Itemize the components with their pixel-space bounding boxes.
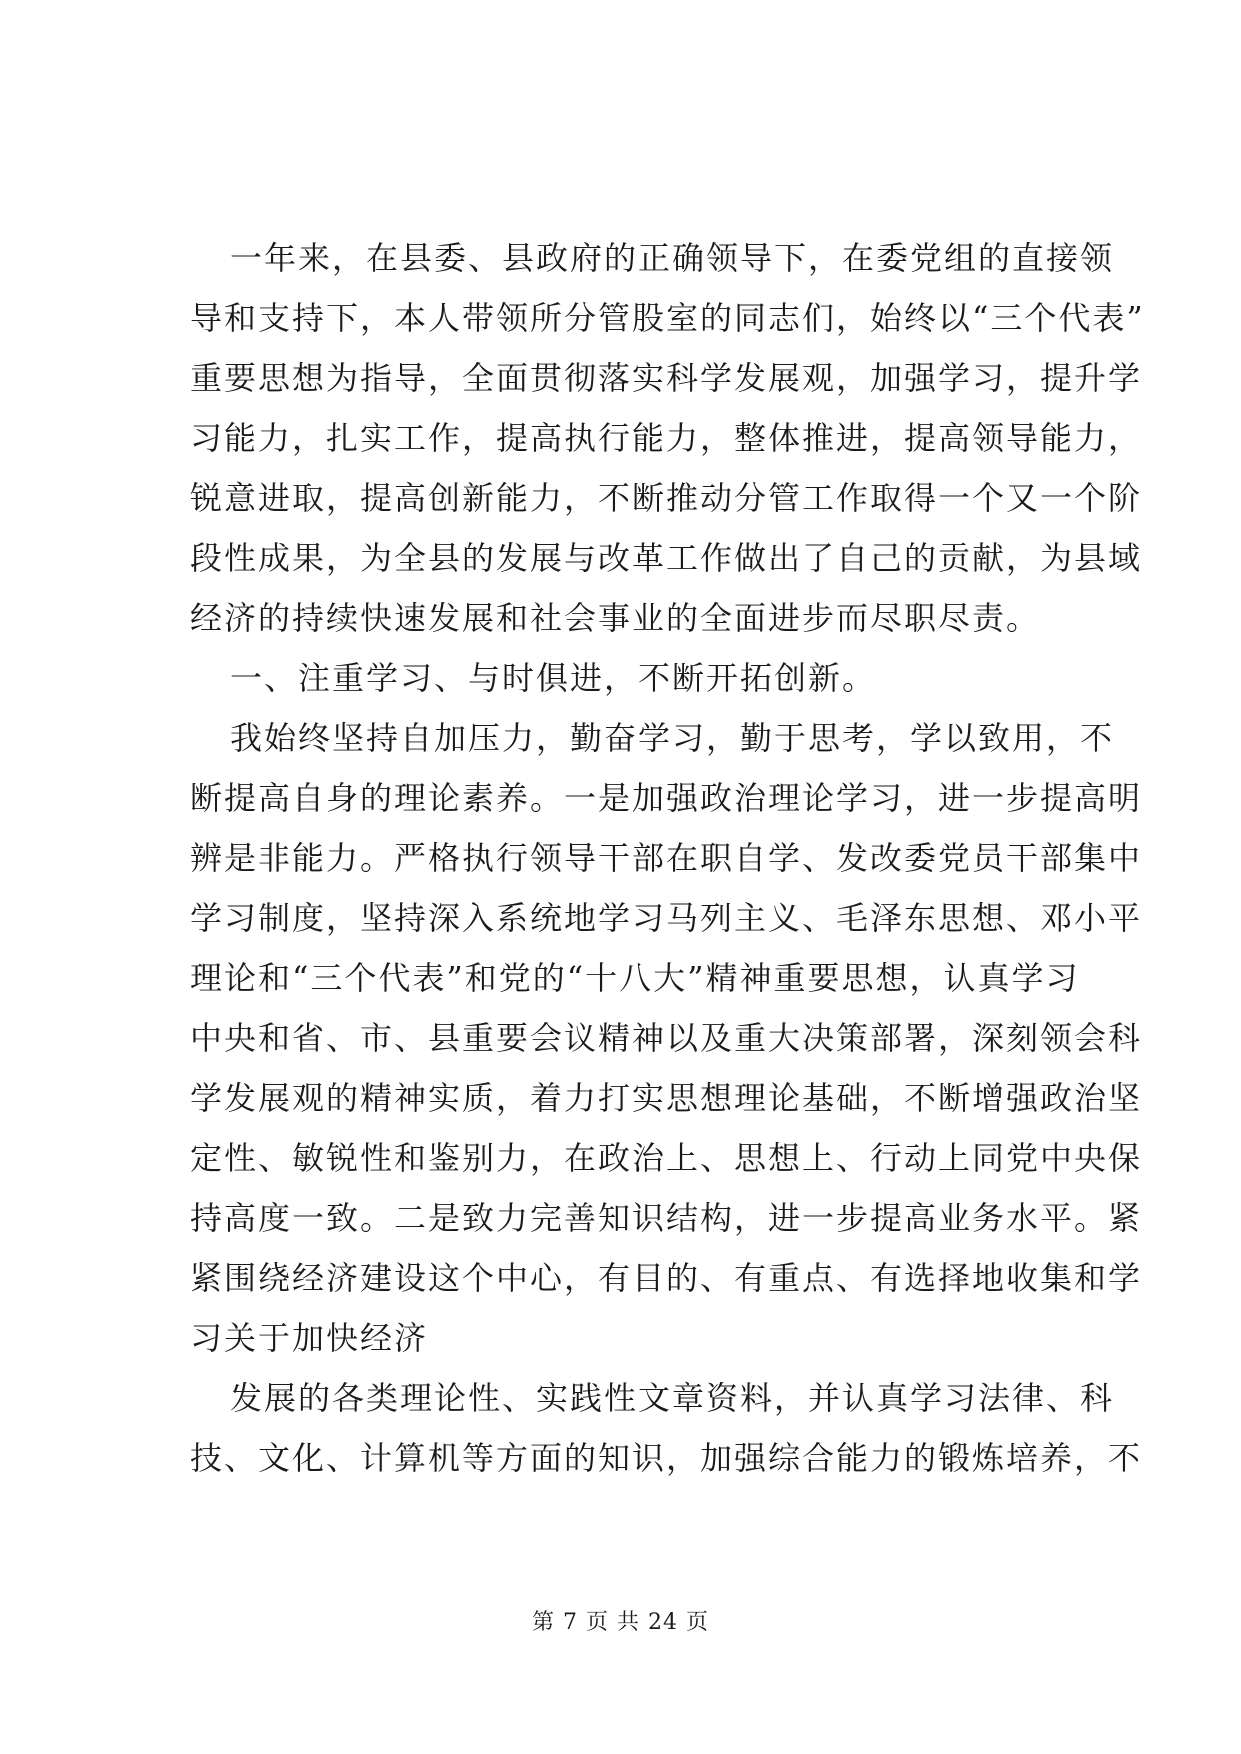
page-footer xyxy=(0,1605,1241,1636)
text-line: 锐意进取，提高创新能力，不断推动分管工作取得一个又一个阶 xyxy=(190,479,1143,517)
text-line: 理论和“三个代表”和党的“十八大”精神重要思想，认真学习 xyxy=(190,959,1080,997)
text-line: 导和支持下，本人带领所分管股室的同志们，始终以“三个代表” xyxy=(190,299,1145,337)
text-line: 段性成果，为全县的发展与改革工作做出了自己的贡献，为县域 xyxy=(190,539,1143,577)
text-line: 一、注重学习、与时俱进，不断开拓创新。 xyxy=(230,659,877,697)
text-line: 习关于加快经济 xyxy=(190,1319,429,1357)
body-text xyxy=(190,228,1145,1488)
text-line: 紧围绕经济建设这个中心，有目的、有重点、有选择地收集和学 xyxy=(190,1259,1143,1297)
page-number: 第 7 页 共 24 页 xyxy=(532,1610,709,1635)
section-heading xyxy=(190,648,1080,708)
text-line: 经济的持续快速发展和社会事业的全面进步而尽职尽责。 xyxy=(190,599,1041,637)
text-line: 定性、敏锐性和鉴别力，在政治上、思想上、行动上同党中央保 xyxy=(190,1139,1143,1177)
text-line: 一年来，在县委、县政府的正确领导下，在委党组的直接领 xyxy=(230,239,1115,277)
paragraph-study xyxy=(190,708,1143,1368)
text-line: 中央和省、市、县重要会议精神以及重大决策部署，深刻领会科 xyxy=(190,1019,1143,1057)
text-line: 我始终坚持自加压力，勤奋学习，勤于思考，学以致用，不 xyxy=(230,719,1115,757)
text-line: 学发展观的精神实质，着力打实思想理论基础，不断增强政治坚 xyxy=(190,1079,1143,1117)
text-line: 发展的各类理论性、实践性文章资料，并认真学习法律、科 xyxy=(230,1379,1115,1417)
text-line: 技、文化、计算机等方面的知识，加强综合能力的锻炼培养，不 xyxy=(190,1439,1143,1477)
text-line: 习能力，扎实工作，提高执行能力，整体推进，提高领导能力， xyxy=(190,419,1143,457)
text-line: 断提高自身的理论素养。一是加强政治理论学习，进一步提高明 xyxy=(190,779,1143,817)
text-line: 重要思想为指导，全面贯彻落实科学发展观，加强学习，提升学 xyxy=(190,359,1143,397)
text-line: 持高度一致。二是致力完善知识结构，进一步提高业务水平。紧 xyxy=(190,1199,1143,1237)
paragraph-intro xyxy=(190,228,1145,648)
text-line: 学习制度，坚持深入系统地学习马列主义、毛泽东思想、邓小平 xyxy=(190,899,1143,937)
paragraph-continuation xyxy=(190,1368,1143,1488)
text-line: 辨是非能力。严格执行领导干部在职自学、发改委党员干部集中 xyxy=(190,839,1143,877)
